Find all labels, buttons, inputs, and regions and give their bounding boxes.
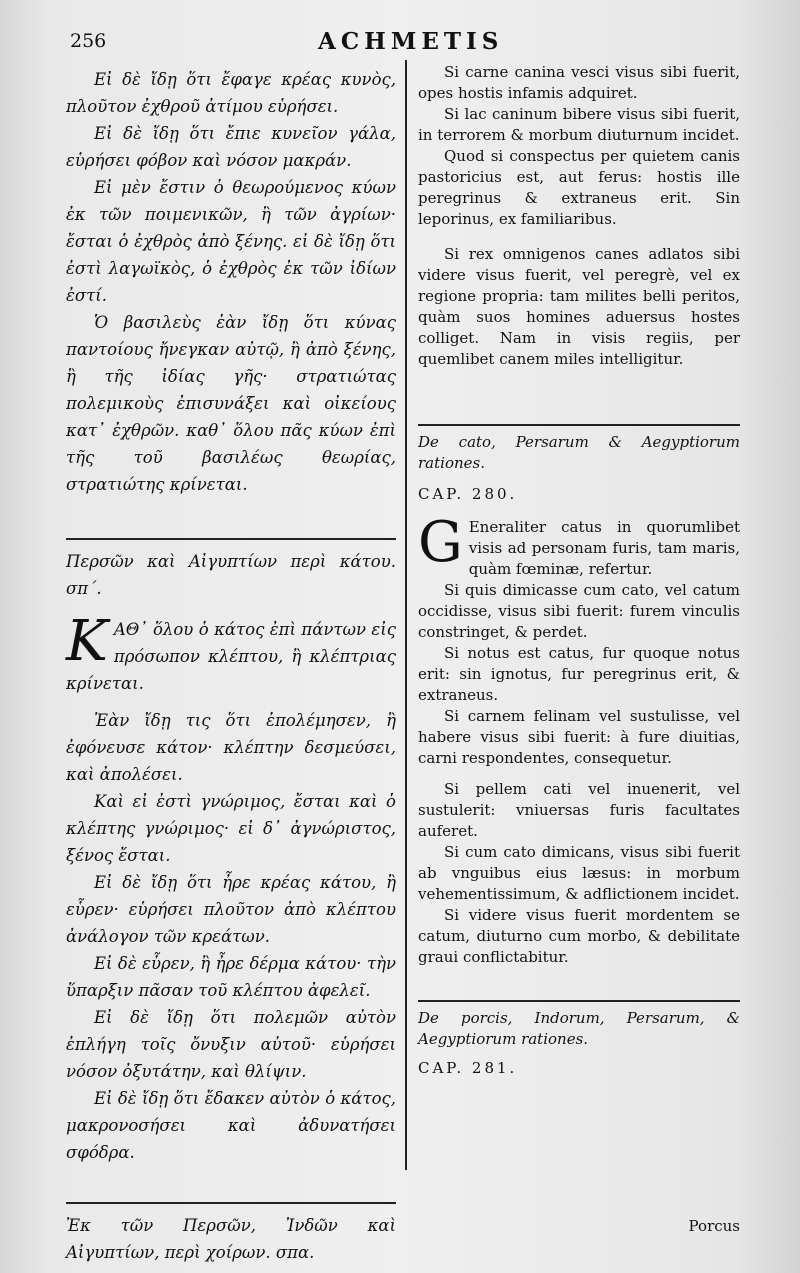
drop-cap: G — [418, 510, 463, 575]
greek-paragraph: Εἰ δὲ ἴδῃ ὅτι ἔδακεν αὐτὸν ὁ κάτος, μακρονοσήσει καὶ ἀδυνατήσει σφόδρα. — [66, 1089, 396, 1162]
chapter-number: CAP. 280. — [418, 485, 518, 503]
latin-first-paragraph — [418, 510, 740, 580]
greek-paragraph: Ὁ βασιλεὺς ἐὰν ἴδῃ ὅτι κύνας παντοίους ἤνεγκαν αὐτῷ, ἢ ἀπὸ ξένης, ἢ τῆς ἰδίας γῆς· στρατιώτας πολεμικοὺς ἐπισυνάξει καὶ οἰκείους κατ᾽ ἐχθρῶν. καθ᾽ ὅλου πᾶς κύων ἐπὶ τῆς τοῦ βασιλέως θεωρίας, στρατιώτης κρίνεται. — [66, 313, 396, 494]
drop-cap: Κ — [66, 609, 108, 674]
page-number: 256 — [70, 30, 107, 52]
latin-paragraph: Si notus est catus, fur quoque notus erit: sin ignotus, fur peregrinus erit, & extraneus. — [418, 644, 740, 704]
greek-paragraph: Εἰ δὲ εὗρεν, ἢ ἦρε δέρμα κάτου· τὴν ὕπαρξιν πᾶσαν τοῦ κλέπτου ἀφελεῖ. — [66, 954, 396, 1000]
latin-first-paragraph-text: Eneraliter catus in quorumlibet visis ad personam furis, tam maris, quàm fœminæ, refertur. — [468, 518, 740, 578]
latin-paragraph: Si carne canina vesci visus sibi fuerit, opes hostis infamis adquiret. — [418, 63, 740, 102]
greek-paragraph: Εἰ δὲ ἴδῃ ὅτι ἔφαγε κρέας κυνὸς, πλοῦτον ἐχθροῦ ἀτίμου εὑρήσει. — [66, 70, 396, 116]
greek-paragraph: Ἐὰν ἴδῃ τις ὅτι ἐπολέμησεν, ἢ ἐφόνευσε κάτον· κλέπτην δεσμεύσει, καὶ ἀπολέσει. — [66, 711, 396, 784]
greek-paragraph: Εἰ μὲν ἔστιν ὁ θεωρούμενος κύων ἐκ τῶν ποιμενικῶν, ἢ τῶν ἀγρίων· ἔσται ὁ ἐχθρὸς ἀπὸ ξένης. εἰ δὲ ἴδῃ ὅτι ἐστὶ λαγωϊκὸς, ὁ ἐχθρὸς ἐκ τῶν ἰδίων ἐστί. — [66, 178, 396, 305]
greek-column — [66, 60, 396, 1266]
latin-paragraph: Si carnem felinam vel sustulisse, vel habere visus sibi fuerit: à fure diuitias, carni respondentes, consequetur. — [418, 707, 740, 767]
chapter-number: CAP. 281. — [418, 1059, 518, 1077]
latin-paragraph: Si videre visus fuerit mordentem se catum, diuturno cum morbo, & debilitate graui conflictabitur. — [418, 906, 740, 966]
greek-paragraph: Καὶ εἰ ἐστὶ γνώριμος, ἔσται καὶ ὁ κλέπτης γνώριμος· εἰ δ᾽ ἀγνώριστος, ξένος ἔσται. — [66, 792, 396, 865]
catchword: Porcus — [688, 1217, 740, 1235]
latin-paragraph: Si cum cato dimicans, visus sibi fuerit ab vnguibus eius læsus: in morbum vehementissimum, & adflictionem incidet. — [418, 843, 740, 903]
greek-section-title: Περσῶν καὶ Αἰγυπτίων περὶ κάτου. σπ΄. — [66, 552, 396, 598]
greek-first-paragraph-text: ΑΘ᾽ ὅλου ὁ κάτος ἐπὶ πάντων εἰς πρόσωπον κλέπτου, ἢ κλέπτριας κρίνεται. — [66, 620, 396, 693]
greek-paragraph: Εἰ δὲ ἴδῃ ὅτι πολεμῶν αὐτὸν ἐπλήγη τοῖς ὄνυξιν αὐτοῦ· εὑρήσει νόσον ὀξυτάτην, καὶ θλίψιν. — [66, 1008, 396, 1081]
running-head: ACHMETIS — [318, 28, 504, 55]
latin-paragraph: Si pellem cati vel inuenerit, vel sustulerit: vniuersas furis facultates auferet. — [418, 780, 740, 840]
greek-paragraph: Εἰ δὲ ἴδῃ ὅτι ἔπιε κυνεῖον γάλα, εὑρήσει φόβον καὶ νόσον μακράν. — [66, 124, 396, 170]
greek-first-paragraph — [66, 609, 396, 697]
latin-section-title: De cato, Persarum & Aegyptiorum rationes. — [418, 433, 740, 472]
greek-paragraph: Εἰ δὲ ἴδῃ ὅτι ἦρε κρέας κάτου, ἢ εὗρεν· εὑρήσει πλοῦτον ἀπὸ κλέπτου ἀνάλογον τῶν κρεάτων. — [66, 873, 396, 946]
greek-section-title: Ἐκ τῶν Περσῶν, Ἰνδῶν καὶ Αἰγυπτίων, περὶ χοίρων. σπα. — [66, 1216, 396, 1262]
latin-column — [418, 60, 740, 1079]
latin-paragraph: Si quis dimicasse cum cato, vel catum occidisse, visus sibi fuerit: furem vinculis constringet, & perdet. — [418, 581, 740, 641]
latin-section-title: De porcis, Indorum, Persarum, & Aegyptiorum rationes. — [418, 1009, 740, 1048]
latin-paragraph: Quod si conspectus per quietem canis pastoricius est, aut ferus: hostis ille peregrinus & extraneus erit. Sin leporinus, ex familiaribus. — [418, 147, 740, 228]
latin-paragraph: Si rex omnigenos canes adlatos sibi videre visus fuerit, vel peregrè, vel ex regione propria: tam milites belli peritos, quàm suos homines aduersus hostes colliget. Nam in visis regiis, per quemlibet canem miles intelligitur. — [418, 245, 740, 368]
column-divider — [405, 60, 407, 1170]
latin-paragraph: Si lac caninum bibere visus sibi fuerit, in terrorem & morbum diuturnum incidet. — [418, 105, 740, 144]
page-header — [0, 28, 800, 58]
